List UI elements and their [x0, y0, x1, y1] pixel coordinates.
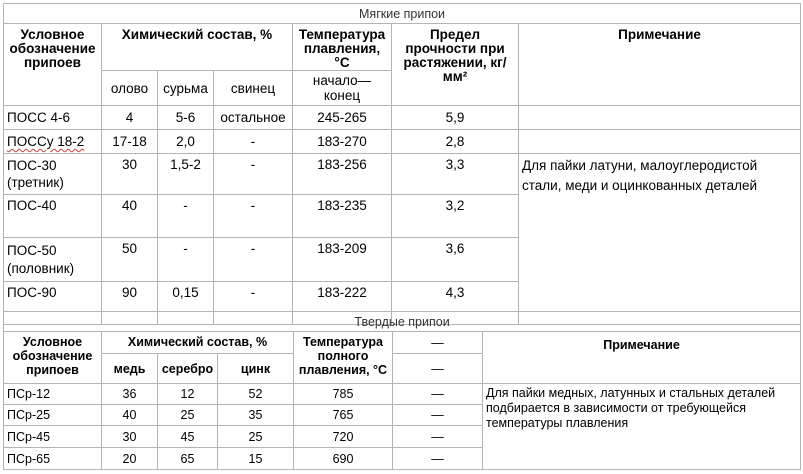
- header-composition: Химический состав, %: [102, 24, 293, 71]
- header-composition: Химический состав, %: [102, 332, 294, 354]
- header-strength: Предел прочности при растяжении, кг/мм²: [392, 24, 519, 106]
- cell-antimony: -: [158, 195, 214, 238]
- cell-antimony: -: [158, 238, 214, 282]
- cell-strength: 3,6: [392, 238, 519, 282]
- cell-melt: 183-222: [293, 282, 392, 325]
- header-melting: Температура полного плавления, °С: [294, 332, 393, 384]
- table-row: [4, 154, 801, 195]
- header-designation: Условное обозначение припоев: [4, 24, 102, 106]
- soft-solders-table: [3, 3, 801, 325]
- header-note: Примечание: [483, 332, 801, 384]
- cell-name: ПОС-30 (третник): [4, 154, 102, 195]
- hard-solders-caption: Твердые припои: [4, 312, 801, 332]
- cell-melt: 690: [294, 448, 393, 470]
- cell-lead: остальное: [214, 106, 293, 130]
- cell-silver: 65: [158, 448, 218, 470]
- cell-tin: 30: [102, 154, 158, 195]
- table-row: [4, 384, 801, 405]
- cell-zinc: 15: [218, 448, 294, 470]
- cell-silver: 12: [158, 384, 218, 405]
- cell-note-empty: [519, 130, 801, 154]
- cell-melt: 183-256: [293, 154, 392, 195]
- cell-name-text: ПОССу 18-2: [7, 134, 85, 149]
- header-designation: Условное обозначение припоев: [4, 332, 102, 384]
- soft-note: Для пайки латуни, малоуглеродистой стали, меди и оцинкованных деталей: [519, 154, 801, 325]
- cell-silver: 45: [158, 426, 218, 448]
- cell-dash: —: [393, 384, 483, 405]
- hard-note: Для пайки медных, латунных и стальных деталей подбирается в зависимости от требующейся температуры плавления: [483, 384, 801, 470]
- cell-antimony: 2,0: [158, 130, 214, 154]
- hard-solders-table: [3, 311, 801, 470]
- cell-melt: 183-209: [293, 238, 392, 282]
- cell-name: ПОС-90: [4, 282, 102, 325]
- cell-name: ПОС-50 (половник): [4, 238, 102, 282]
- header-antimony: сурьма: [158, 71, 214, 106]
- cell-melt: 720: [294, 426, 393, 448]
- cell-note-empty: [519, 106, 801, 130]
- header-silver: серебро: [158, 354, 218, 384]
- header-dash-bottom: —: [393, 354, 483, 384]
- cell-melt: 245-265: [293, 106, 392, 130]
- cell-strength: 2,8: [392, 130, 519, 154]
- cell-name: ПОС-40: [4, 195, 102, 238]
- cell-copper: 40: [102, 405, 158, 426]
- cell-lead: -: [214, 130, 293, 154]
- cell-strength: 3,2: [392, 195, 519, 238]
- cell-name: ПСр-25: [4, 405, 102, 426]
- cell-melt: 183-270: [293, 130, 392, 154]
- header-tin: олово: [102, 71, 158, 106]
- cell-silver: 25: [158, 405, 218, 426]
- table-row: [4, 130, 801, 154]
- cell-strength: 4,3: [392, 282, 519, 325]
- header-melting-sub: начало—конец: [293, 71, 392, 106]
- table-row: [4, 106, 801, 130]
- header-lead: свинец: [214, 71, 293, 106]
- header-note: Примечание: [519, 24, 801, 106]
- cell-strength: 5,9: [392, 106, 519, 130]
- header-melting: Температура плавления, °С: [293, 24, 392, 71]
- cell-lead: -: [214, 195, 293, 238]
- cell-tin: 40: [102, 195, 158, 238]
- cell-melt: 785: [294, 384, 393, 405]
- cell-zinc: 35: [218, 405, 294, 426]
- cell-lead: -: [214, 154, 293, 195]
- cell-dash: —: [393, 426, 483, 448]
- cell-antimony: 5-6: [158, 106, 214, 130]
- cell-name: ПСр-12: [4, 384, 102, 405]
- cell-copper: 36: [102, 384, 158, 405]
- cell-lead: -: [214, 238, 293, 282]
- cell-name: [4, 130, 102, 154]
- cell-lead: -: [214, 282, 293, 325]
- cell-dash: —: [393, 405, 483, 426]
- cell-name: ПСр-65: [4, 448, 102, 470]
- header-zinc: цинк: [218, 354, 294, 384]
- cell-name: ПОСС 4-6: [4, 106, 102, 130]
- cell-strength: 3,3: [392, 154, 519, 195]
- cell-name: ПСр-45: [4, 426, 102, 448]
- cell-tin: 4: [102, 106, 158, 130]
- cell-copper: 20: [102, 448, 158, 470]
- cell-melt: 765: [294, 405, 393, 426]
- cell-antimony: 0,15: [158, 282, 214, 325]
- cell-zinc: 25: [218, 426, 294, 448]
- cell-copper: 30: [102, 426, 158, 448]
- cell-melt: 183-235: [293, 195, 392, 238]
- soft-solders-caption: Мягкие припои: [4, 4, 801, 24]
- cell-zinc: 52: [218, 384, 294, 405]
- cell-tin: 90: [102, 282, 158, 325]
- cell-tin: 50: [102, 238, 158, 282]
- cell-tin: 17-18: [102, 130, 158, 154]
- header-dash-top: —: [393, 332, 483, 354]
- cell-antimony: 1,5-2: [158, 154, 214, 195]
- cell-dash: —: [393, 448, 483, 470]
- header-copper: медь: [102, 354, 158, 384]
